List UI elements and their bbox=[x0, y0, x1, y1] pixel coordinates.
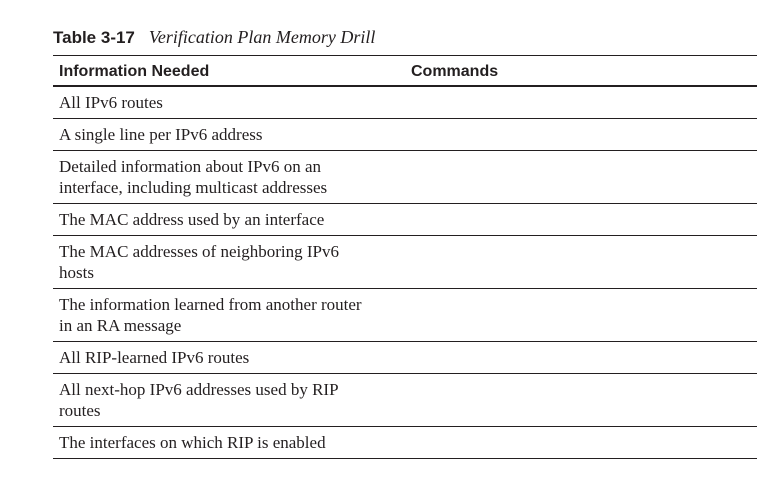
cell-text-line: The MAC address used by an interface bbox=[59, 210, 325, 229]
table-row bbox=[53, 342, 757, 374]
cell-text-line: The MAC addresses of neighboring IPv6 bbox=[59, 242, 339, 261]
cell-text-line: hosts bbox=[59, 263, 94, 282]
table-row bbox=[53, 236, 757, 289]
table-caption bbox=[53, 25, 375, 49]
cell-text-line: All next-hop IPv6 addresses used by RIP bbox=[59, 380, 339, 399]
table-row bbox=[53, 119, 757, 151]
cell-information bbox=[59, 209, 404, 230]
table-row bbox=[53, 289, 757, 342]
table-row bbox=[53, 204, 757, 236]
cell-information bbox=[59, 432, 404, 453]
cell-information bbox=[59, 347, 404, 368]
cell-text-line: Detailed information about IPv6 on an bbox=[59, 157, 322, 176]
cell-information bbox=[59, 92, 404, 113]
cell-text-line: The information learned from another router bbox=[59, 295, 362, 314]
cell-text-line: The interfaces on which RIP is enabled bbox=[59, 433, 326, 452]
cell-information bbox=[59, 241, 404, 283]
table-row bbox=[53, 151, 757, 204]
cell-information bbox=[59, 124, 404, 145]
cell-text-line: A single line per IPv6 address bbox=[59, 125, 263, 144]
table-header-row bbox=[53, 56, 757, 87]
cell-text-line: All RIP-learned IPv6 routes bbox=[59, 348, 250, 367]
cell-text-line: in an RA message bbox=[59, 316, 182, 335]
cell-text-line: All IPv6 routes bbox=[59, 93, 163, 112]
table-row bbox=[53, 374, 757, 427]
cell-information bbox=[59, 156, 404, 198]
table-number: Table 3-17 bbox=[53, 28, 135, 47]
cell-text-line: routes bbox=[59, 401, 101, 420]
header-commands: Commands bbox=[411, 63, 499, 80]
cell-text-line: interface, including multicast addresses bbox=[59, 178, 328, 197]
table-row bbox=[53, 87, 757, 119]
table-title: Verification Plan Memory Drill bbox=[148, 27, 376, 47]
verification-plan-table bbox=[53, 55, 757, 459]
header-information-needed: Information Needed bbox=[59, 63, 210, 80]
cell-information bbox=[59, 379, 404, 421]
cell-information bbox=[59, 294, 404, 336]
table-row bbox=[53, 427, 757, 459]
